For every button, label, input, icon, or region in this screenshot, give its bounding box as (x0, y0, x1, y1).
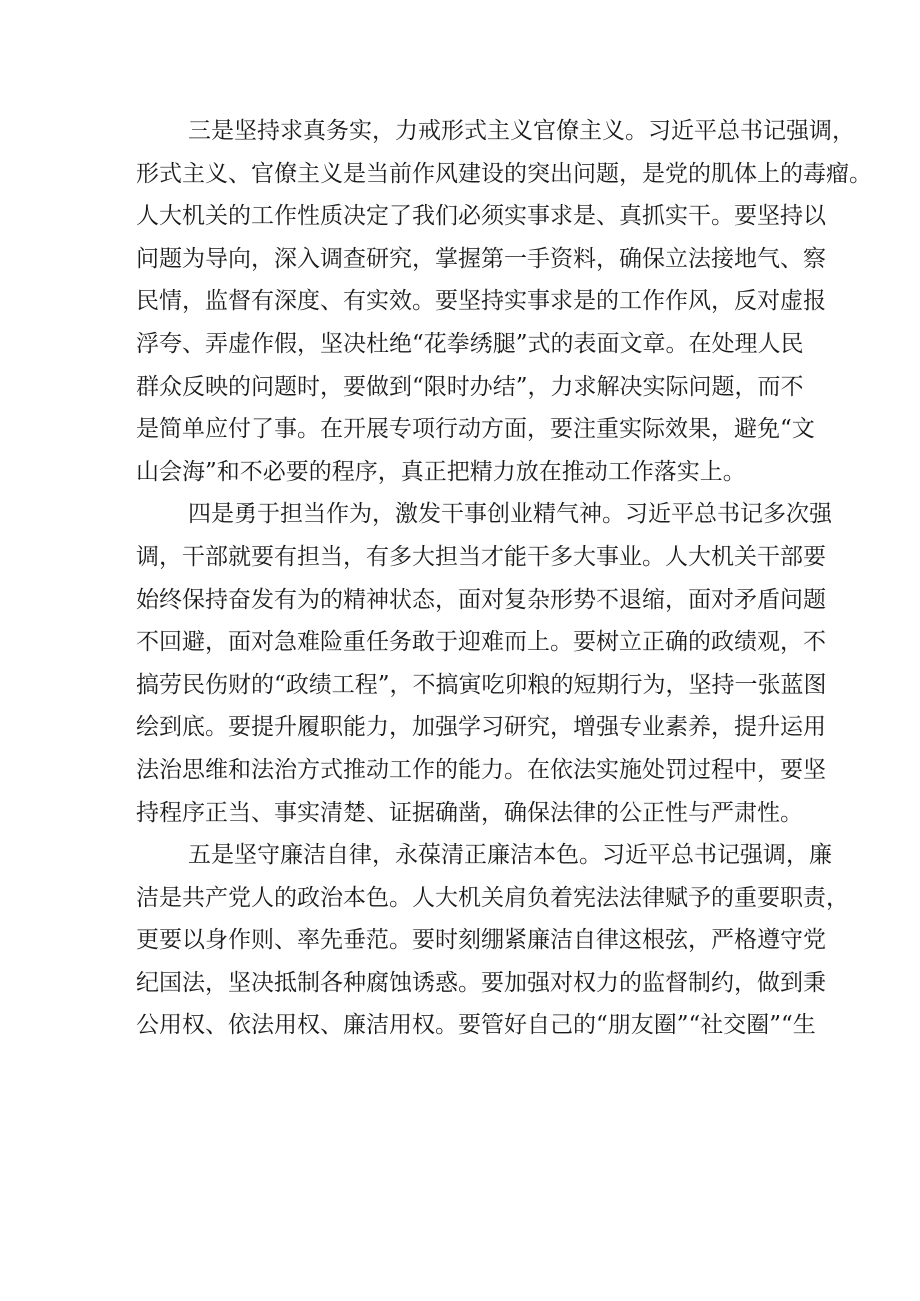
paragraph-line: 不回避，面对急难险重任务敢于迎难而上。要树立正确的政绩观，不 (136, 629, 826, 656)
paragraph-4 (136, 493, 832, 834)
paragraph-line: 问题为导向，深入调查研究，掌握第一手资料，确保立法接地气、察 (136, 245, 826, 272)
paragraph-line: 形式主义、官僚主义是当前作风建设的突出问题，是党的肌体上的毒瘤。 (136, 160, 872, 187)
paragraph-line: 更要以身作则、率先垂范。要时刻绷紧廉洁自律这根弦，严格遵守党 (136, 927, 826, 954)
paragraph-line: 三是坚持求真务实，力戒形式主义官僚主义。习近平总书记强调， (188, 118, 855, 144)
paragraph-line: 搞劳民伤财的“政绩工程”，不搞寅吃卯粮的短期行为，坚持一张蓝图 (136, 671, 827, 698)
paragraph-line: 绘到底。要提升履职能力，加强学习研究，增强专业素养，提升运用 (136, 714, 826, 741)
paragraph-line: 群众反映的问题时，要做到“限时办结”，力求解决实际问题，而不 (136, 373, 804, 400)
paragraph-line: 洁是共产党人的政治本色。人大机关肩负着宪法法律赋予的重要职责， (136, 884, 849, 911)
paragraph-line: 始终保持奋发有为的精神状态，面对复杂形势不退缩，面对矛盾问题 (136, 586, 826, 613)
paragraph-5 (136, 834, 849, 1047)
paragraph-line: 五是坚守廉洁自律，永葆清正廉洁本色。习近平总书记强调，廉 (188, 842, 832, 869)
paragraph-line: 公用权、依法用权、廉洁用权。要管好自己的“朋友圈”“社交圈”“生 (136, 1012, 816, 1039)
paragraph-line: 民情，监督有深度、有实效。要坚持实事求是的工作作风，反对虚报 (136, 288, 826, 315)
paragraph-line: 人大机关的工作性质决定了我们必须实事求是、真抓实干。要坚持以 (136, 203, 826, 230)
paragraph-line: 四是勇于担当作为，激发干事创业精气神。习近平总书记多次强 (188, 501, 832, 528)
paragraph-line: 纪国法，坚决抵制各种腐蚀诱惑。要加强对权力的监督制约，做到秉 (136, 969, 826, 996)
paragraph-line: 山会海”和不必要的程序，真正把精力放在推动工作落实上。 (136, 458, 746, 485)
paragraph-line: 浮夸、弄虚作假，坚决杜绝“花拳绣腿”式的表面文章。在处理人民 (136, 330, 804, 357)
paragraph-line: 是简单应付了事。在开展专项行动方面，要注重实际效果，避免“文 (136, 416, 815, 443)
paragraph-line: 持程序正当、事实清楚、证据确凿，确保法律的公正性与严肃性。 (136, 799, 803, 826)
paragraph-3 (136, 110, 872, 493)
paragraph-line: 法治思维和法治方式推动工作的能力。在依法实施处罚过程中，要坚 (136, 756, 826, 783)
document-body (136, 110, 872, 1047)
paragraph-line: 调，干部就要有担当，有多大担当才能干多大事业。人大机关干部要 (136, 543, 826, 570)
